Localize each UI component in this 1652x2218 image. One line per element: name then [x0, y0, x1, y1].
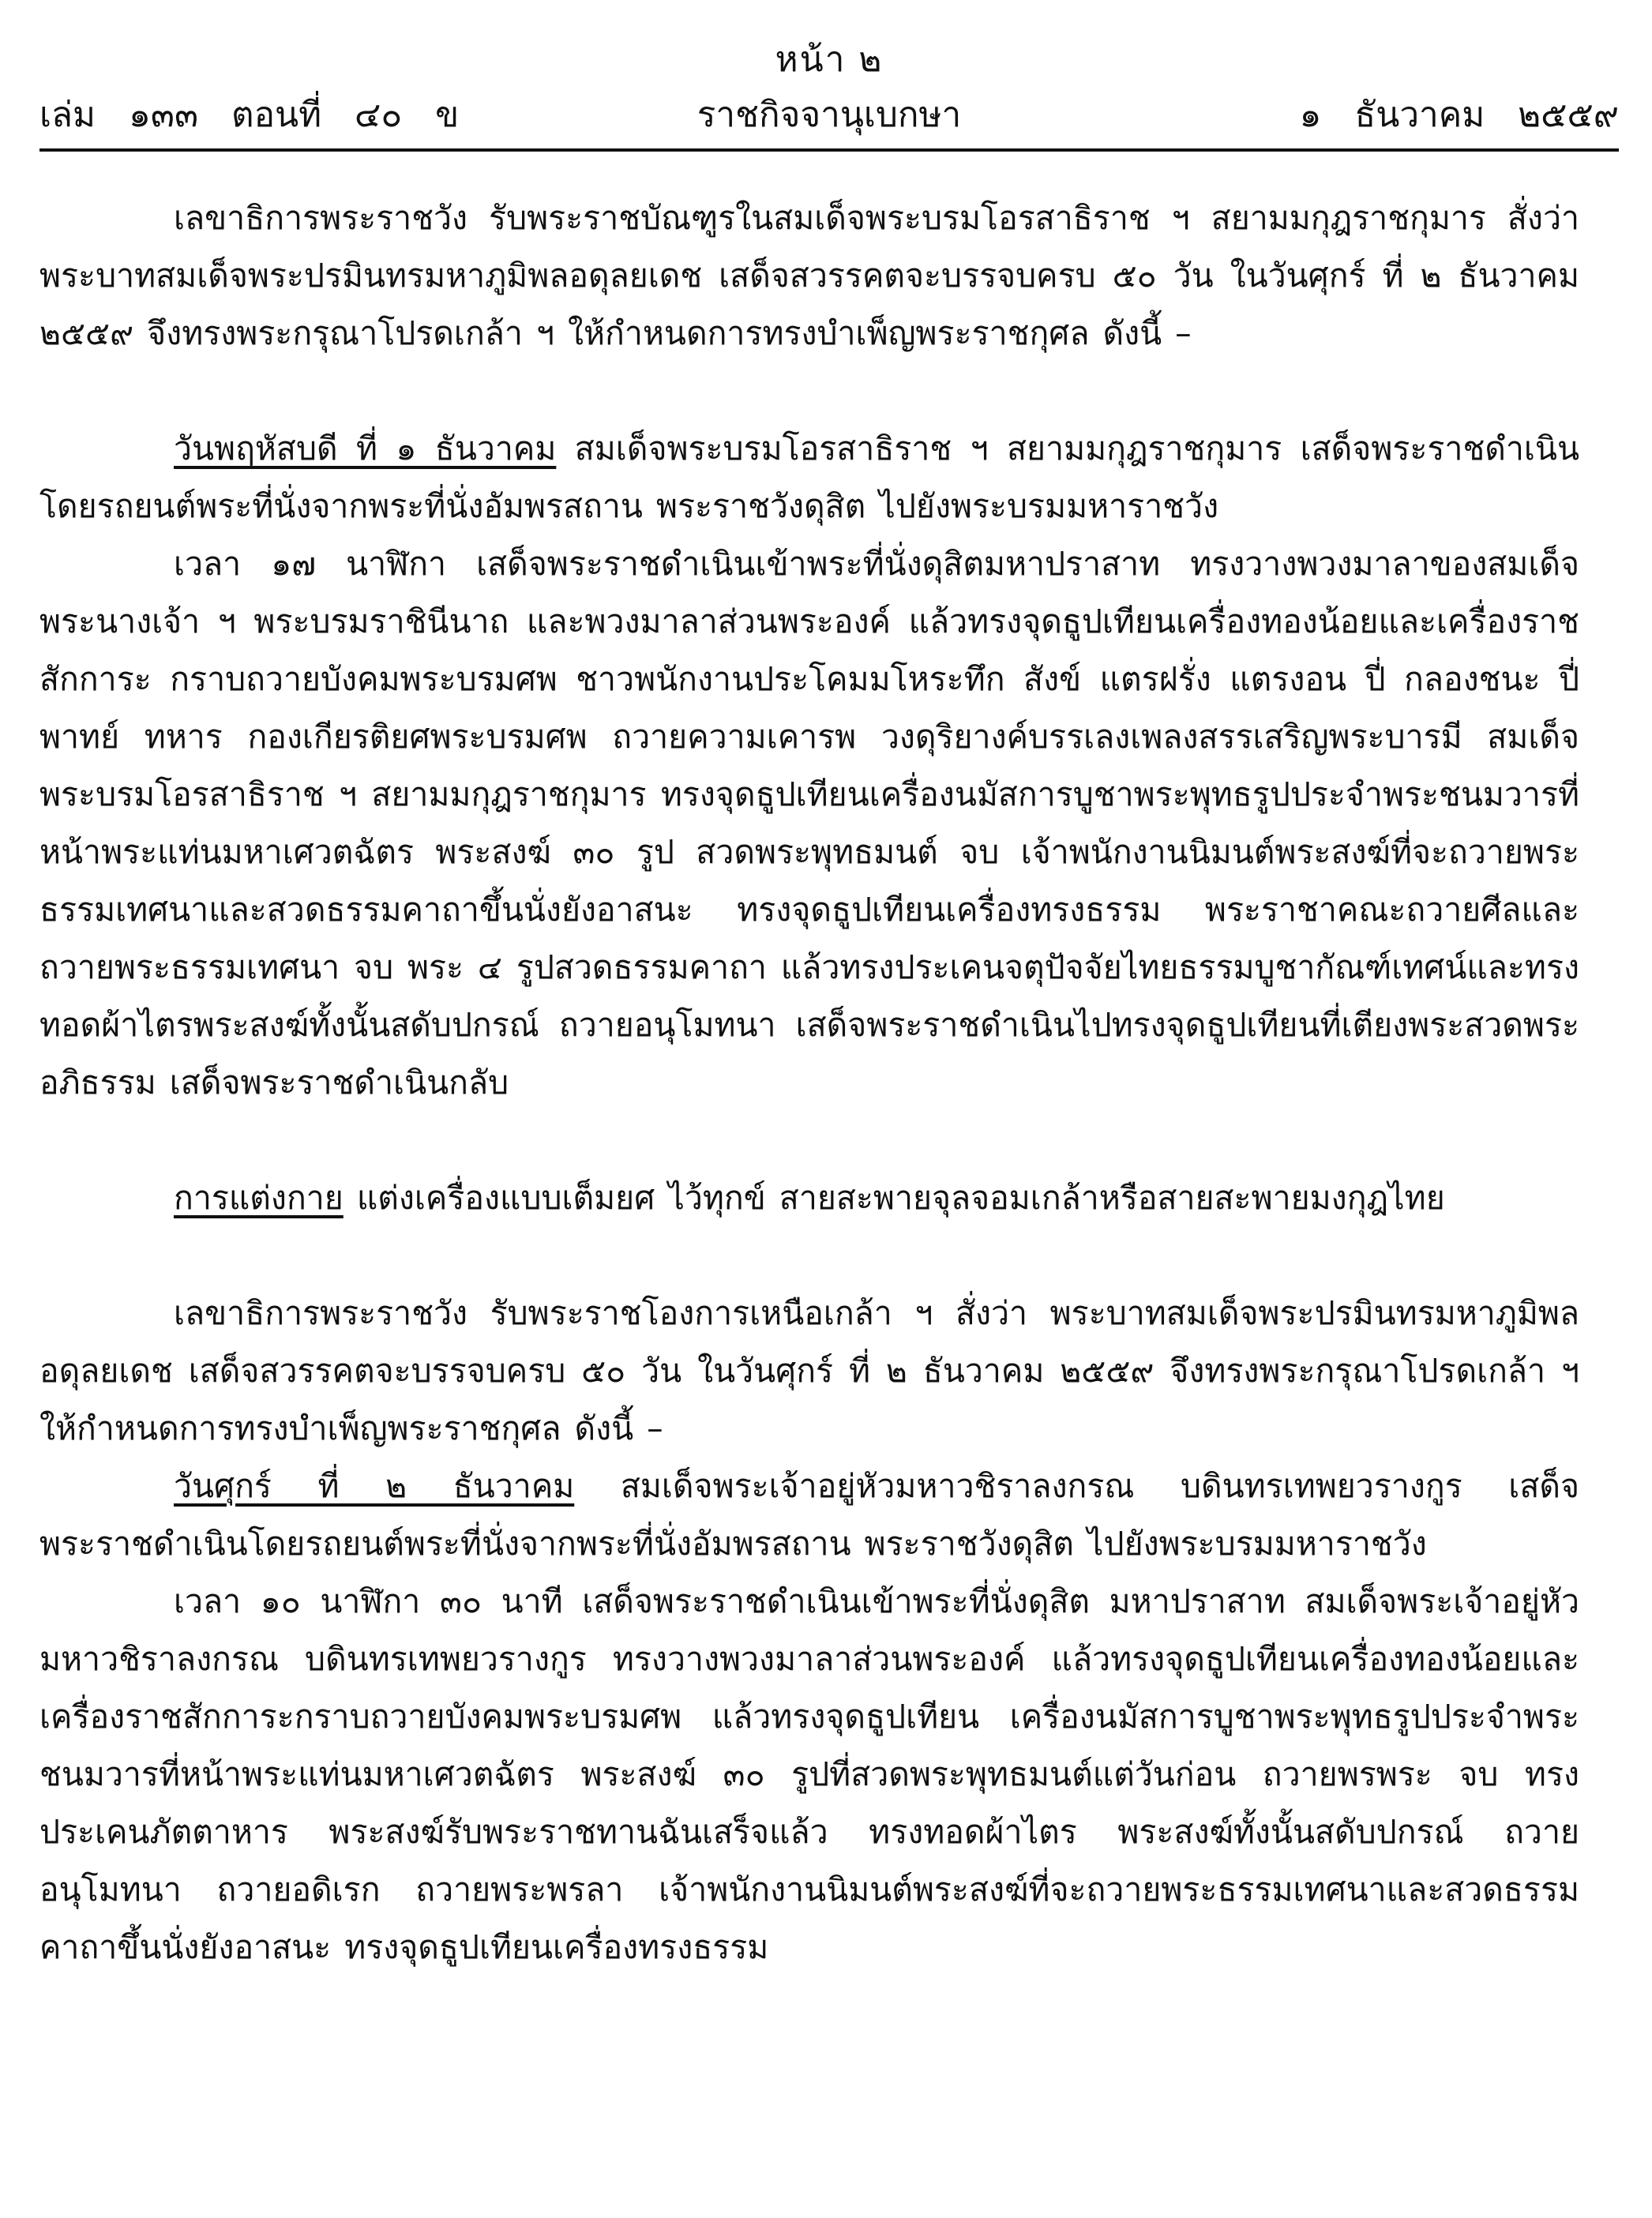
page-number: หน้า ๒	[775, 39, 884, 80]
volume-issue: เล่ม ๑๓๓ ตอนที่ ๔๐ ข	[39, 95, 460, 135]
date-heading: วันศุกร์ ที่ ๒ ธันวาคม	[174, 1467, 575, 1505]
paragraph-spacer	[39, 362, 1579, 420]
header-divider	[39, 148, 1619, 152]
paragraph-text: สมเด็จพระเจ้าอยู่หัวมหาวชิราลงกรณ บดินทรเทพยวรางกูร เสด็จพระราชดำเนินโดยรถยนต์พระที่นั่งจากพระที่นั่งอัมพรสถาน พระราชวังดุสิต ไปยังพระบรมมหาราชวัง	[39, 1467, 1579, 1563]
paragraph-text: แต่งเครื่องแบบเต็มยศ ไว้ทุกข์ สายสะพายจุลจอมเกล้าหรือสายสะพายมงกุฎไทย	[343, 1179, 1445, 1217]
paragraph-spacer	[39, 1227, 1579, 1285]
paragraph-thursday-schedule	[39, 420, 1579, 535]
paragraph-text: เลขาธิการพระราชวัง รับพระราชบัณฑูรในสมเด็จพระบรมโอรสาธิราช ฯ สยามมกุฎราชกุมาร สั่งว่า พระบาทสมเด็จพระปรมินทรมหาภูมิพลอดุลยเดช เสด็จสวรรคตจะบรรจบครบ ๕๐ วัน ในวันศุกร์ ที่ ๒ ธันวาคม ๒๕๕๙ จึงทรงพระกรุณาโปรดเกล้า ฯ ให้กำหนดการทรงบำเพ็ญพระราชกุศล ดังนี้ –	[39, 199, 1579, 352]
paragraph-text: เวลา ๑๐ นาฬิกา ๓๐ นาที เสด็จพระราชดำเนินเข้าพระที่นั่งดุสิต มหาปราสาท สมเด็จพระเจ้าอยู่หัวมหาวชิราลงกรณ บดินทรเทพยวรางกูร ทรงวางพวงมาลาส่วนพระองค์ แล้วทรงจุดธูปเทียนเครื่องทองน้อยและเครื่องราชสักการะกราบถวายบังคมพระบรมศพ แล้วทรงจุดธูปเทียน เครื่องนมัสการบูชาพระพุทธรูปประจำพระชนมวารที่หน้าพระแท่นมหาเศวตฉัตร พระสงฆ์ ๓๐ รูปที่สวดพระพุทธมนต์แต่วันก่อน ถวายพรพระ จบ ทรงประเคนภัตตาหาร พระสงฆ์รับพระราชทานฉันเสร็จแล้ว ทรงทอดผ้าไตร พระสงฆ์ทั้งนั้นสดับปกรณ์ ถวายอนุโมทนา ถวายอดิเรก ถวายพระพรลา เจ้าพนักงานนิมนต์พระสงฆ์ที่จะถวายพระธรรมเทศนาและสวดธรรมคาถาขึ้นนั่งยังอาสนะ ทรงจุดธูปเทียนเครื่องทรงธรรม	[39, 1582, 1579, 1966]
date-heading: วันพฤหัสบดี ที่ ๑ ธันวาคม	[174, 430, 557, 467]
paragraph-friday-schedule	[39, 1458, 1579, 1573]
dress-code-heading: การแต่งกาย	[174, 1179, 344, 1217]
paragraph-announcement-1	[39, 190, 1579, 362]
paragraph-spacer	[39, 1112, 1579, 1169]
paragraph-thursday-ceremony	[39, 535, 1579, 1112]
paragraph-text: เวลา ๑๗ นาฬิกา เสด็จพระราชดำเนินเข้าพระที่นั่งดุสิตมหาปราสาท ทรงวางพวงมาลาของสมเด็จพระนางเจ้า ฯ พระบรมราชินีนาถ และพวงมาลาส่วนพระองค์ แล้วทรงจุดธูปเทียนเครื่องทองน้อยและเครื่องราชสักการะ กราบถวายบังคมพระบรมศพ ชาวพนักงานประโคมมโหระทึก สังข์ แตรฝรั่ง แตรงอน ปี่ กลองชนะ ปี่พาทย์ ทหาร กองเกียรติยศพระบรมศพ ถวายความเคารพ วงดุริยางค์บรรเลงเพลงสรรเสริญพระบารมี สมเด็จพระบรมโอรสาธิราช ฯ สยามมกุฎราชกุมาร ทรงจุดธูปเทียนเครื่องนมัสการบูชาพระพุทธรูปประจำพระชนมวารที่หน้าพระแท่นมหาเศวตฉัตร พระสงฆ์ ๓๐ รูป สวดพระพุทธมนต์ จบ เจ้าพนักงานนิมนต์พระสงฆ์ที่จะถวายพระธรรมเทศนาและสวดธรรมคาถาขึ้นนั่งยังอาสนะ ทรงจุดธูปเทียนเครื่องทรงธรรม พระราชาคณะถวายศีลและถวายพระธรรมเทศนา จบ พระ ๔ รูปสวดธรรมคาถา แล้วทรงประเคนจตุปัจจัยไทยธรรมบูชากัณฑ์เทศน์และทรงทอดผ้าไตรพระสงฆ์ทั้งนั้นสดับปกรณ์ ถวายอนุโมทนา เสด็จพระราชดำเนินไปทรงจุดธูปเทียนที่เตียงพระสวดพระอภิธรรม เสด็จพระราชดำเนินกลับ	[39, 545, 1579, 1101]
gazette-header	[39, 87, 1619, 142]
paragraph-friday-ceremony	[39, 1573, 1579, 1976]
paragraph-text: เลขาธิการพระราชวัง รับพระราชโองการเหนือเกล้า ฯ สั่งว่า พระบาทสมเด็จพระปรมินทรมหาภูมิพลอดุลยเดช เสด็จสวรรคตจะบรรจบครบ ๕๐ วัน ในวันศุกร์ ที่ ๒ ธันวาคม ๒๕๕๙ จึงทรงพระกรุณาโปรดเกล้า ฯ ให้กำหนดการทรงบำเพ็ญพระราชกุศล ดังนี้ –	[39, 1294, 1579, 1447]
issue-date: ๑ ธันวาคม ๒๕๕๙	[1299, 95, 1619, 135]
paragraph-dress-code	[39, 1169, 1579, 1227]
document-body	[39, 190, 1579, 1976]
paragraph-announcement-2	[39, 1285, 1579, 1458]
gazette-name: ราชกิจจานุเบกษา	[696, 95, 962, 135]
paragraph-text: สมเด็จพระบรมโอรสาธิราช ฯ สยามมกุฎราชกุมาร เสด็จพระราชดำเนินโดยรถยนต์พระที่นั่งจากพระที่นั่งอัมพรสถาน พระราชวังดุสิต ไปยังพระบรมมหาราชวัง	[39, 430, 1579, 525]
